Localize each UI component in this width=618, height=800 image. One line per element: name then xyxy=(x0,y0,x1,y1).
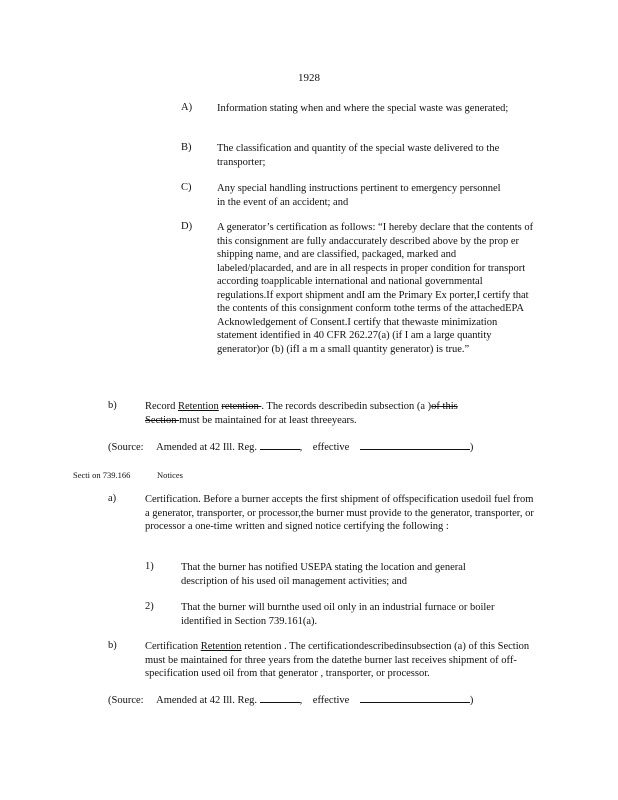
source-label: (Source: xyxy=(108,442,144,453)
source-close: ) xyxy=(469,695,474,706)
item-label: 2) xyxy=(145,601,154,612)
inserted-text: Retention xyxy=(177,401,219,412)
certification-paragraph: Certification. Before a burner accepts the first shipment of offspecification usedoil fuel from a generator, transporter, or processor,the burner must provide to the generator, transporter, or processor a one-time written and signed notice certifying the following : xyxy=(145,494,534,532)
source-comma: , xyxy=(299,695,303,706)
source-note xyxy=(108,440,528,455)
inserted-text: Retention xyxy=(200,641,242,652)
source-comma: , xyxy=(299,442,303,453)
item-label: D) xyxy=(181,221,193,232)
subsection-label: a) xyxy=(108,493,117,504)
text-segment: must be maintained for at least threeyears. xyxy=(179,414,357,426)
source-text: Amended at 42 Ill. Reg. xyxy=(156,442,258,453)
item-text: That the burner will burnthe used oil only in an industrial furnace or boiler identified in Section 739.161(a). xyxy=(181,602,495,627)
item-text: That the burner has notified USEPA stating the location and general description of his used oil management activities; and xyxy=(181,562,466,587)
text-segment: Certification xyxy=(145,641,201,652)
source-effective: effective xyxy=(312,442,350,453)
item-label: B) xyxy=(181,142,192,153)
subsection-label: b) xyxy=(108,640,117,651)
source-text: Amended at 42 Ill. Reg. xyxy=(156,695,258,706)
certification-retention-paragraph xyxy=(145,640,541,681)
blank-line xyxy=(360,693,470,703)
section-number: Secti on 739.166 xyxy=(73,470,131,480)
item-label: 1) xyxy=(145,561,154,572)
deleted-text: of this Section xyxy=(145,401,458,426)
source-close: ) xyxy=(469,442,474,453)
source-note xyxy=(108,693,528,708)
item-text: Information stating when and where the special waste was generated; xyxy=(217,103,509,114)
section-title: Notices xyxy=(157,470,183,480)
text-segment: retention . The certificationdescribedinsubsection (a) of this Section must be maintained for three years from the datethe burner last receives shipment of off-specification used oil from that generator , transporter, or processor. xyxy=(145,641,530,679)
item-label: A) xyxy=(181,102,193,113)
item-text: The classification and quantity of the special waste delivered to the transporter; xyxy=(217,143,500,168)
blank-line xyxy=(260,440,300,450)
item-text: Any special handling instructions pertinent to emergency personnel in the event of an accident; and xyxy=(217,183,501,208)
subsection-label: b) xyxy=(108,400,117,411)
page-number: 1928 xyxy=(298,72,320,84)
text-segment: . The records describedin subsection (a ) xyxy=(261,401,432,412)
source-label: (Source: xyxy=(108,695,144,706)
item-label: C) xyxy=(181,182,192,193)
item-text: A generator’s certification as follows: “I hereby declare that the contents of this consignment are fully andaccurately described above by the prop er shipping name, and are classified, packaged, marked and labeled/placarded, and are in all respects in proper condition for transport according toapplicable international and national governmental regulations.If export shipment andI am the Primary Ex porter,I certify that the contents of this consignment conform tothe terms of the attachedEPA Acknowledgement of Consent.I certify that thewaste minimization statement identified in 40 CFR 262.27(a) (if I am a large quantity generator)or (b) (ifI a m a small quantity generator) is true.” xyxy=(217,222,534,355)
blank-line xyxy=(260,693,300,703)
record-retention-paragraph xyxy=(145,400,475,427)
blank-line xyxy=(360,440,470,450)
deleted-text: retention xyxy=(221,401,262,412)
source-effective: effective xyxy=(312,695,350,706)
text-segment: Record xyxy=(145,401,178,412)
